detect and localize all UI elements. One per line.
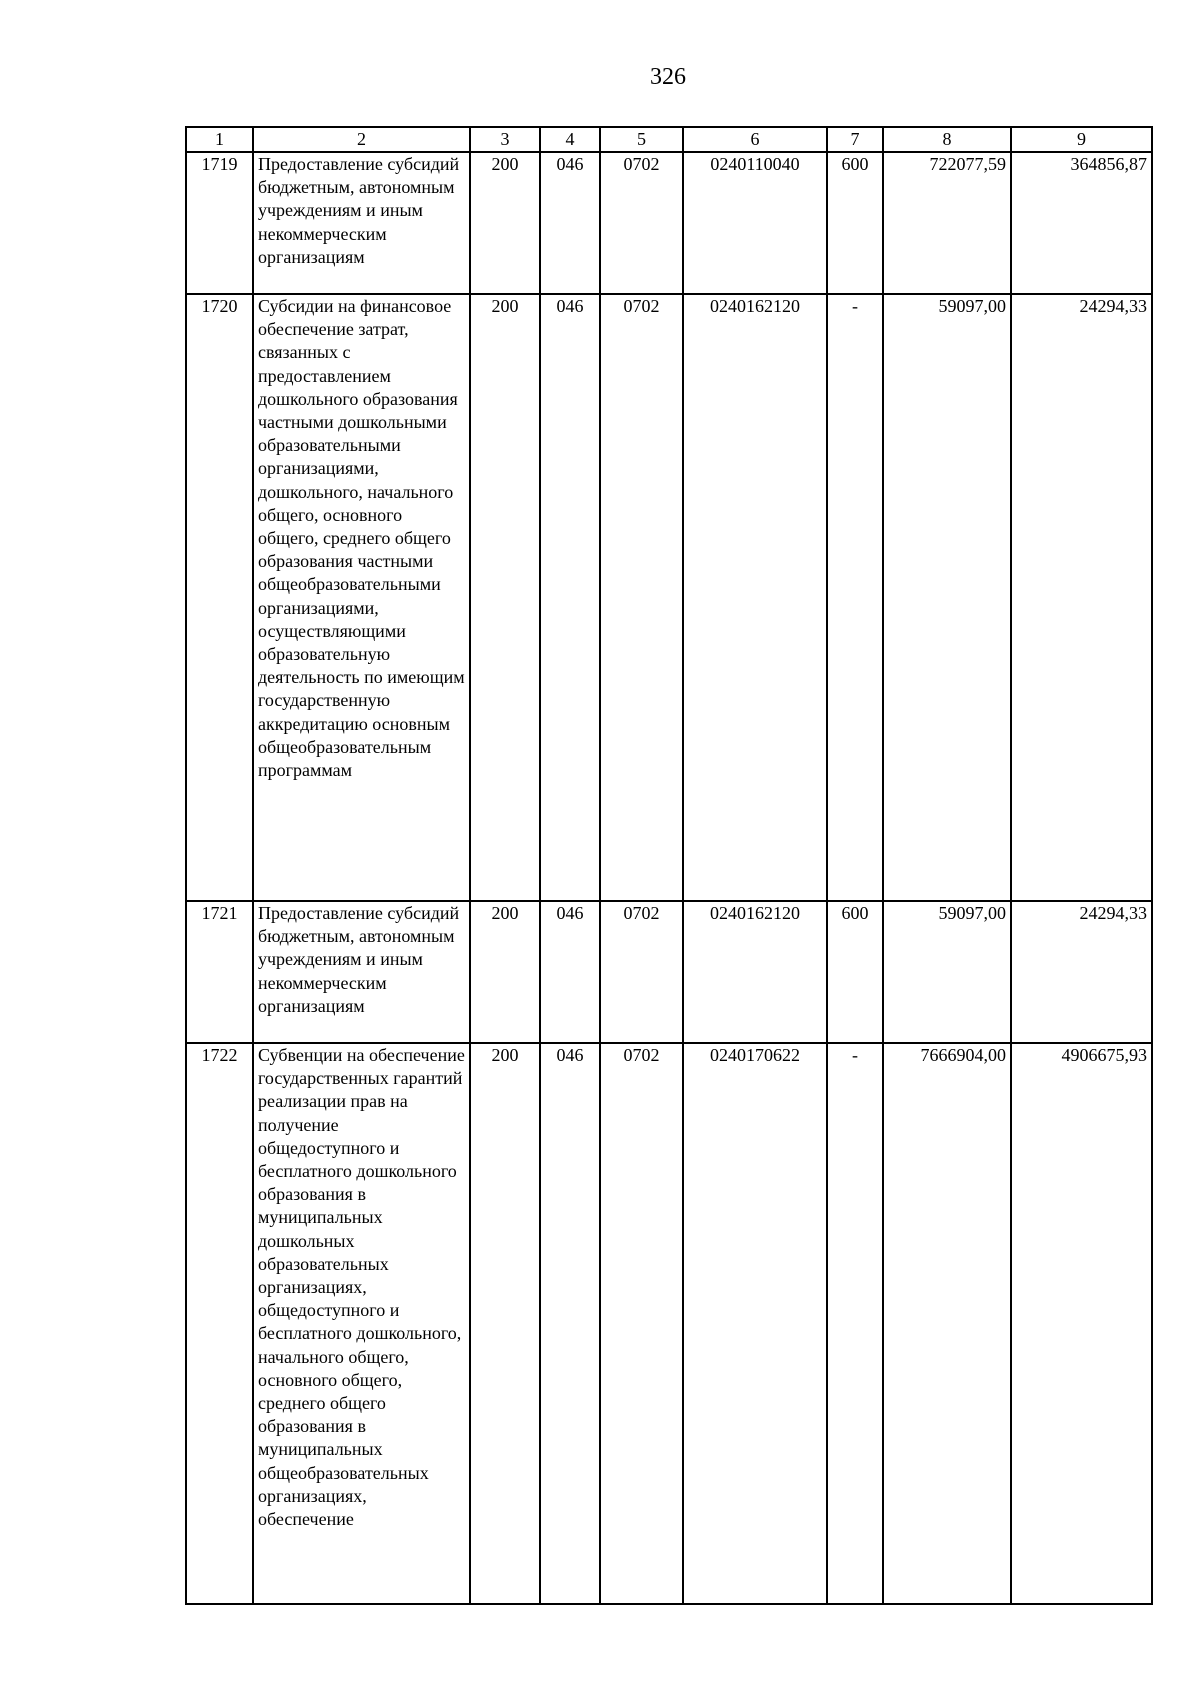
header-row — [186, 127, 1152, 152]
cell-col4: 046 — [540, 152, 600, 294]
cell-col5: 0702 — [600, 901, 683, 1043]
cell-col8: 59097,00 — [883, 901, 1011, 1043]
cell-col4: 046 — [540, 901, 600, 1043]
table-row — [186, 152, 1152, 294]
row-number: 1721 — [186, 901, 253, 1043]
cell-col3: 200 — [470, 1043, 540, 1604]
row-description: Предоставление субсидий бюджетным, автономным учреждениям и иным некоммерческим организациям — [253, 152, 470, 294]
cell-col9: 364856,87 — [1011, 152, 1152, 294]
row-description: Субсидии на финансовое обеспечение затрат, связанных с предоставлением дошкольного образования частными дошкольными образовательными организациями, дошкольного, начального общего, основного общего, среднего общего образования частными общеобразовательными организациями, осуществляющими образовательную деятельность по имеющим государственную аккредитацию основным общеобразовательным программам — [253, 294, 470, 901]
cell-col6: 0240110040 — [683, 152, 827, 294]
col-header-2: 2 — [253, 127, 470, 152]
col-header-6: 6 — [683, 127, 827, 152]
col-header-1: 1 — [186, 127, 253, 152]
cell-col7: - — [827, 1043, 883, 1604]
cell-col3: 200 — [470, 152, 540, 294]
cell-col3: 200 — [470, 294, 540, 901]
row-number: 1719 — [186, 152, 253, 294]
table-row — [186, 901, 1152, 1043]
cell-col5: 0702 — [600, 294, 683, 901]
table-row — [186, 294, 1152, 901]
cell-col3: 200 — [470, 901, 540, 1043]
page-number: 326 — [650, 64, 686, 90]
col-header-3: 3 — [470, 127, 540, 152]
col-header-8: 8 — [883, 127, 1011, 152]
col-header-4: 4 — [540, 127, 600, 152]
cell-col8: 7666904,00 — [883, 1043, 1011, 1604]
cell-col9: 24294,33 — [1011, 294, 1152, 901]
table-row — [186, 1043, 1152, 1604]
cell-col9: 24294,33 — [1011, 901, 1152, 1043]
cell-col6: 0240162120 — [683, 901, 827, 1043]
cell-col6: 0240162120 — [683, 294, 827, 901]
row-description: Субвенции на обеспечение государственных гарантий реализации прав на получение общедоступного и бесплатного дошкольного образования в муниципальных дошкольных образовательных организациях, общедоступного и бесплатного дошкольного, начального общего, основного общего, среднего общего образования в муниципальных общеобразовательных организациях, обеспечение — [253, 1043, 470, 1604]
cell-col8: 59097,00 — [883, 294, 1011, 901]
cell-col5: 0702 — [600, 152, 683, 294]
cell-col7: 600 — [827, 901, 883, 1043]
cell-col9: 4906675,93 — [1011, 1043, 1152, 1604]
cell-col4: 046 — [540, 294, 600, 901]
budget-table — [185, 126, 1153, 1605]
cell-col8: 722077,59 — [883, 152, 1011, 294]
col-header-9: 9 — [1011, 127, 1152, 152]
cell-col5: 0702 — [600, 1043, 683, 1604]
cell-col6: 0240170622 — [683, 1043, 827, 1604]
col-header-7: 7 — [827, 127, 883, 152]
cell-col7: 600 — [827, 152, 883, 294]
col-header-5: 5 — [600, 127, 683, 152]
cell-col7: - — [827, 294, 883, 901]
row-number: 1722 — [186, 1043, 253, 1604]
row-description: Предоставление субсидий бюджетным, автономным учреждениям и иным некоммерческим организациям — [253, 901, 470, 1043]
row-number: 1720 — [186, 294, 253, 901]
cell-col4: 046 — [540, 1043, 600, 1604]
